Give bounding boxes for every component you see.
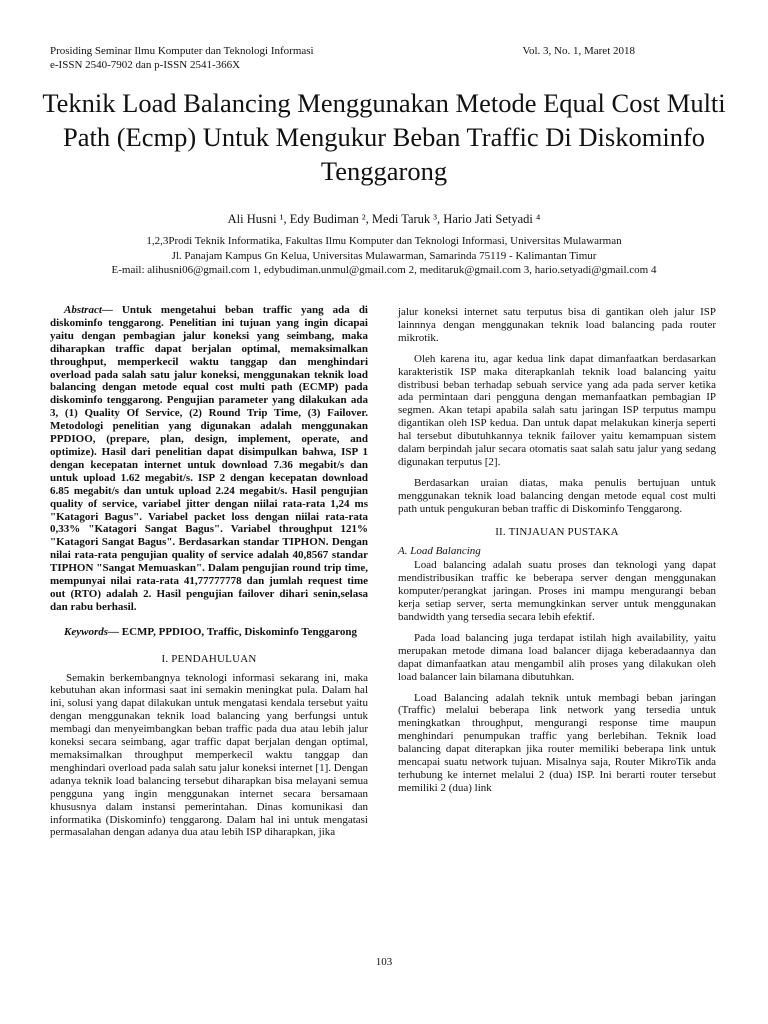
paragraph: Berdasarkan uraian diatas, maka penulis bertujuan untuk menggunakan teknik load balancing dengan metode equal cost multi path untuk pengukuran beban traffic di Diskominfo Tenggarong.	[398, 476, 716, 515]
page-number: 103	[375, 956, 393, 968]
author-list: Ali Husni ¹, Edy Budiman ², Medi Taruk ³, Hario Jati Setyadi ⁴	[227, 212, 541, 226]
journal-name: Prosiding Seminar Ilmu Komputer dan Teknologi Informasi	[50, 45, 314, 57]
keywords	[50, 626, 368, 639]
paragraph: Oleh karena itu, agar kedua link dapat dimanfaatkan berdasarkan karakteristik ISP maka diterapkanlah teknik load balancing yaitu distribusi beban terhadap sebuah service yang ada pada server ketika ada permintaan dari pengguna dengan memanfaatkan pembagian IP segmen. Akan tetapi apabila salah satu jaringan ISP terputus mampu digantikan oleh ISP kedua. Dan untuk dapat melakukan kinerja seperti hal tersebut dibutuhkannya teknik failover yaitu kemampuan sistem dalam berpindah jalur secara otomatis saat salah satu jalur yang sedang digunakan terputus [2].	[398, 352, 716, 468]
paragraph: Load Balancing adalah teknik untuk membagi beban jaringan (Traffic) melalui beberapa link network yang tersedia untuk meningkatkan throughput, mengurangi response time maupun menghindari penumpukan traffic yang berlebihan. Teknik load balancing dapat diterapkan jika router memiliki beberapa link untuk mencapai suatu network tujuan. Misalnya saja, Router MikroTik anda terhubung ke internet melalui 2 (dua) ISP. Ini berarti router tersebut memiliki 2 (dua) link	[398, 691, 716, 794]
keywords-label: Keywords—	[64, 625, 119, 638]
email-line: E-mail: alihusni06@gmail.com 1, edybudiman.unmul@gmail.com 2, meditaruk@gmail.com 3, hario.setyadi@gmail.com 4	[111, 264, 657, 276]
paper-title: Teknik Load Balancing Menggunakan Metode Equal Cost Multi Path (Ecmp) Untuk Mengukur Beban Traffic Di Diskominfo Tenggarong	[42, 88, 726, 186]
affiliation-line: 1,2,3Prodi Teknik Informatika, Fakultas Ilmu Komputer dan Teknologi Informasi, Universitas Mulawarman	[146, 235, 622, 247]
abstract-label: Abstract—	[64, 304, 113, 316]
paragraph: Load balancing adalah suatu proses dan teknologi yang dapat mendistribusikan traffic ke beberapa server dengan menggunakan komputer/perangkat jaringan. Proses ini mampu mengurangi beban kerja setiap server, serta memungkinkan server untuk menggunakan bandwidth yang tersedia secara lebih efektif.	[398, 559, 716, 624]
abstract	[50, 304, 368, 614]
subsection-heading-load-balancing: A. Load Balancing	[398, 544, 481, 557]
left-column	[50, 304, 368, 847]
affiliation-block	[40, 234, 728, 278]
volume-info: Vol. 3, No. 1, Maret 2018	[522, 45, 635, 57]
paragraph: Semakin berkembangnya teknologi informasi sekarang ini, maka kebutuhan akan informasi saat ini semakin meningkat pula. Dalam hal ini, solusi yang dapat dilakukan untuk mengatasi kendala tersebut yaitu dengan menggunakan teknik load balancing yang berfungsi untuk membagi dan menyeimbangkan beban traffic pada dua atau lebih jalur koneksi secara seimbang, agar traffic dapat berjalan dengan optimal, memaksimalkan throughput memperkecil waktu tanggap dan menghindari overload pada salah satu jalur koneksi internet [1]. Dengan adanya teknik load balancing tersebut diharapkan bisa melayani semua pengguna yang ingin menggunakan internet secara bersamaan khususnya dalam instansi pemerintahan. Dinas komunikasi dan informatika (Diskominfo) tenggarong. Dalam hal ini untuk mengatasi permasalahan dengan adanya dua atau lebih ISP diharapkan, jika	[50, 671, 368, 839]
address-line: Jl. Panajam Kampus Gn Kelua, Universitas Mulawarman, Samarinda 75119 - Kalimantan Timur	[171, 249, 597, 262]
keywords-text: ECMP, PPDIOO, Traffic, Diskominfo Tenggarong	[119, 625, 357, 638]
section-heading-literature: II. TINJAUAN PUSTAKA	[495, 525, 619, 538]
abstract-text: Untuk mengetahui beban traffic yang ada di diskominfo tenggarong. Penelitian ini tujuan yang ingin dicapai yaitu dengan pembagian jalur koneksi yang seimbang, maka diharapkan traffic dapat berjalan optimal, memaksimalkan throughput, memperkecil waktu tanggap dan menghindari overload pada salah satu jalur koneksi, menggunakan teknik load balancing dengan metode equal cost multi path (ECMP) pada diskominfo tenggarong. Pengujian parameter yang dilakukan ada 3, (1) Quality Of Service, (2) Round Trip Time, (3) Failover. Metodologi penelitian yang digunakan adalah menggunakan PPDIOO, (prepare, plan, design, implement, operate, and optimize). Hasil dari penelitian dapat disimpulkan bahwa, ISP 1 dengan kecepatan internet untuk download 7.36 megabit/s dan untuk upload 1.62 megabit/s. ISP 2 dengan kecepatan download 6.85 megabit/s dan untuk upload 2.24 megabit/s. Hasil pengujian quality of service, variabel jitter dengan niilai rata-rata 1,24 ms "Katagori Bagus". Variabel packet loss dengan niilai rata-rata 0,33% "Katagori Sangat Bagus". Variabel throughput 121% "Katagori Sangat Bagus". Berdasarkan standar TIPHON. Dengan nilai rata-rata pengujian quality of service adalah 40,8567 standar TIPHON "Sangat Memuaskan". Dalam pengujian round trip time, mempunyai nilai rata-rata 41,77777778 dan jumlah request time out (RTO) adalah 2. Hasil pengujian failover dihari senin,selasa dan rabu berhasil.	[50, 304, 368, 613]
paragraph: Pada load balancing juga terdapat istilah high availability, yaitu merupakan metode dimana load balancer dijaga keberadaannya dan dapat dimanfaatkan atau mengambil alih proses yang dilakukan oleh load balancer lain bilamana dibutuhkan.	[398, 631, 716, 683]
right-column	[398, 306, 716, 803]
running-header-left	[50, 44, 314, 72]
paragraph: jalur koneksi internet satu terputus bisa di gantikan oleh jalur ISP lainnnya dengan menggunakan teknik load balancing pada router mikrotik.	[398, 306, 716, 344]
section-heading-introduction: I. PENDAHULUAN	[161, 652, 257, 665]
issn-line: e-ISSN 2540-7902 dan p-ISSN 2541-366X	[50, 59, 241, 71]
